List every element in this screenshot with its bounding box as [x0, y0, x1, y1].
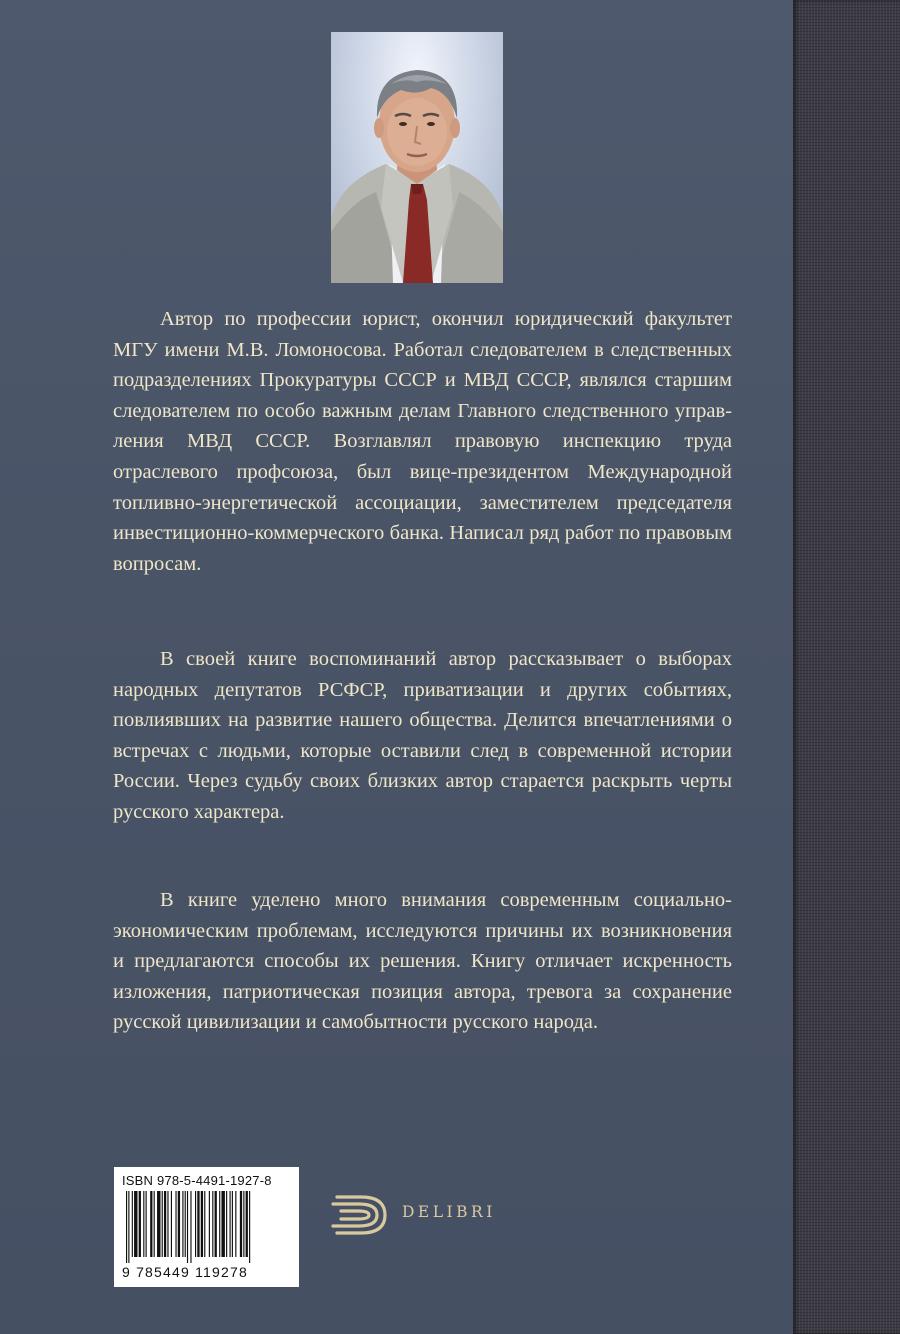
barcode-bars: [122, 1191, 291, 1263]
author-photo: [331, 32, 503, 283]
barcode-digits: 9 785449 119278: [122, 1264, 248, 1280]
isbn-barcode: [114, 1167, 299, 1287]
isbn-label: ISBN 978-5-4491-1927-8: [122, 1173, 272, 1188]
publisher-logo-icon: [331, 1193, 391, 1237]
description-paragraph-3: В книге уделено много внимания современным социально-экономическим проблемам, исследуются причины их возникновения и предлагаются способы их решения. Книгу отличает искренность изложения, патриотическая позиция автора, тревога за сохранение русской цивилизации и самобытности русского народа.: [113, 889, 732, 1034]
book-spine: [793, 0, 900, 1334]
description-paragraph-2: В своей книге воспоминаний автор рассказывает о выборах народных депутатов РСФСР, приватизации и других событиях, повлиявших на развитие нашего общества. Делится впечатлениями о встречах с людьми, которые оставили след в современной истории России. Через судьбу своих близких автор старается раскрыть черты русского характера.: [113, 648, 732, 823]
description-paragraph-1: Автор по профессии юрист, окончил юридический факультет МГУ имени М.В. Ломоносова. Работал следователем в следственных подразделениях Прокуратуры СССР и МВД СССР, являлся старшим следователем по особо важным делам Главного следственного управления МВД СССР. Возглавлял правовую инспекцию труда отраслевого профсоюза, был вице-президентом Международной топливно-энергетической ассоциации, заместителем председателя инвестиционно-коммерческого банка. Написал ряд работ по правовым вопросам.: [113, 308, 732, 575]
publisher-name: DELIBRI: [402, 1203, 496, 1221]
